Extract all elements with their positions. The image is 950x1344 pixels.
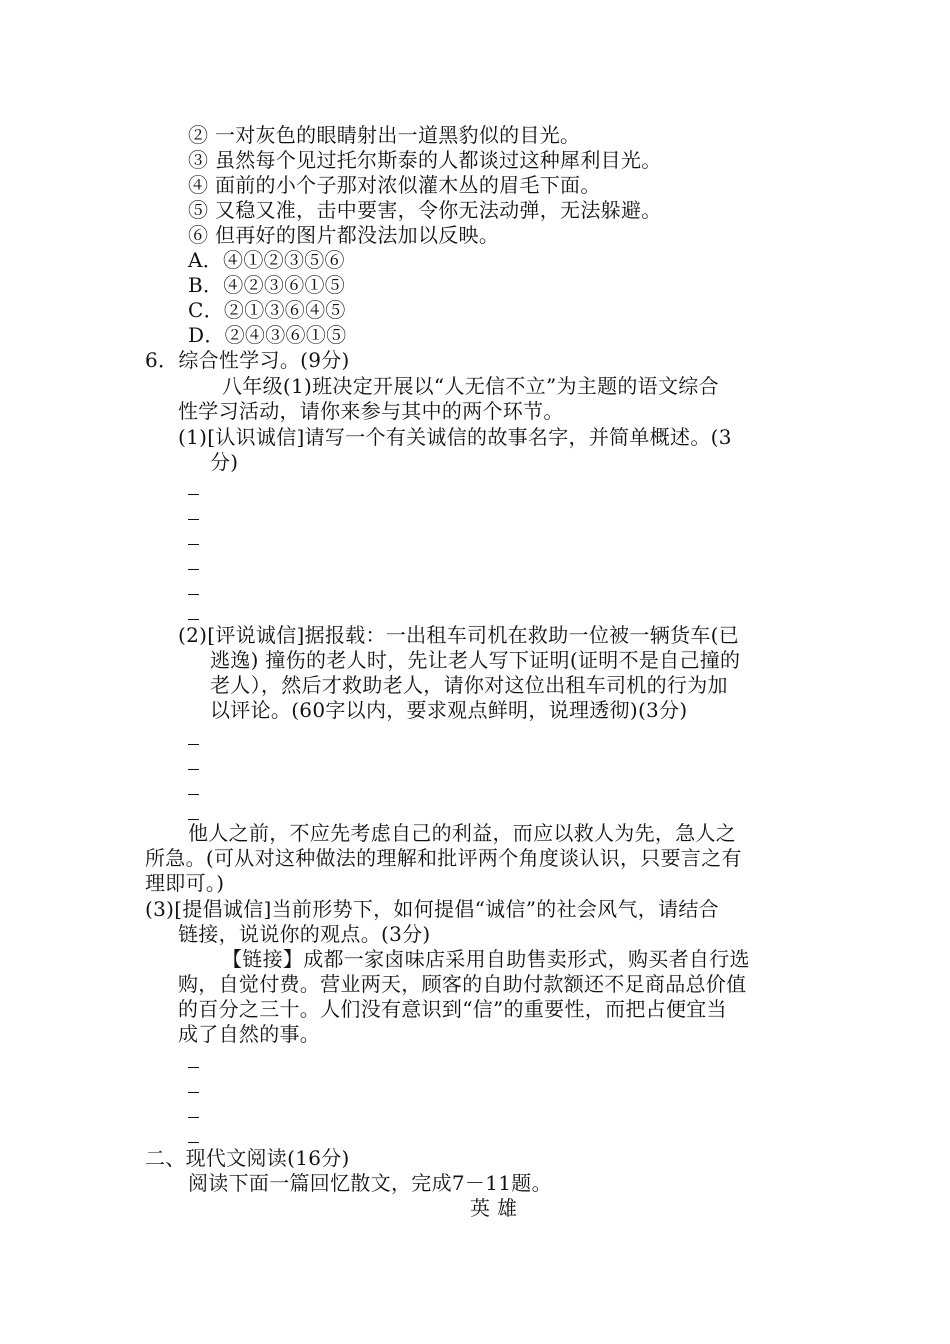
sentence-5: ⑤ 又稳又准，击中要害，令你无法动弹，无法躲避。 [188, 198, 662, 222]
answer-blank-line[interactable] [188, 769, 199, 770]
answer-blank-line[interactable] [188, 1067, 199, 1068]
sentence-2: ② 一对灰色的眼睛射出一道黑豹似的目光。 [188, 123, 581, 147]
choice-b: B．④②③⑥①⑤ [188, 273, 346, 297]
question-6-intro-line-1: 八年级(1)班决定开展以“人无信不立”为主题的语文综合 [222, 374, 719, 398]
sentence-3: ③ 虽然每个见过托尔斯泰的人都谈过这种犀利目光。 [188, 148, 662, 172]
answer-blank-line[interactable] [188, 519, 199, 520]
part-1-prompt-line-2: 分) [210, 450, 239, 474]
part-2-prompt-line-2: 逃逸) 撞伤的老人时，先让老人写下证明(证明不是自己撞的 [210, 648, 741, 672]
answer-blank-line[interactable] [188, 494, 199, 495]
part-2-prompt-line-4: 以评论。(60字以内，要求观点鲜明，说理透彻)(3分) [210, 698, 688, 722]
answer-blank-line[interactable] [188, 1117, 199, 1118]
choice-d: D．②④③⑥①⑤ [188, 323, 347, 347]
answer-blank-line[interactable] [188, 619, 199, 620]
answer-blank-line[interactable] [188, 819, 199, 820]
link-text-line-3: 的百分之三十。人们没有意识到“信”的重要性，而把占便宜当 [178, 997, 727, 1021]
section-2-heading: 二、现代文阅读(16分) [145, 1146, 350, 1170]
answer-blank-line[interactable] [188, 1142, 199, 1143]
section-2-instruction: 阅读下面一篇回忆散文，完成7－11题。 [188, 1171, 552, 1195]
part-3-prompt-line-1: (3)[提倡诚信]当前形势下，如何提倡“诚信”的社会风气，请结合 [145, 897, 719, 921]
sentence-4: ④ 面前的小个子那对浓似灌木丛的眉毛下面。 [188, 173, 601, 197]
part-3-prompt-line-2: 链接，说说你的观点。(3分) [178, 922, 431, 946]
part-1-prompt-line-1: (1)[认识诚信]请写一个有关诚信的故事名字，并简单概述。(3 [178, 425, 732, 449]
part-2-prompt-line-3: 老人），然后才救助老人，请你对这位出租车司机的行为加 [210, 673, 728, 697]
part-2-prompt-line-1: (2)[评说诚信]据报载：一出租车司机在救助一位被一辆货车(已 [178, 623, 740, 647]
choice-c: C．②①③⑥④⑤ [188, 298, 346, 322]
answer-blank-line[interactable] [188, 744, 199, 745]
answer-blank-line[interactable] [188, 569, 199, 570]
answer-blank-line[interactable] [188, 794, 199, 795]
choice-a: A．④①②③⑤⑥ [188, 248, 345, 272]
answer-blank-line[interactable] [188, 594, 199, 595]
link-text-line-4: 成了自然的事。 [178, 1022, 321, 1046]
question-6-heading: 6．综合性学习。(9分) [145, 348, 350, 372]
link-text-line-2: 购，自觉付费。营业两天，顾客的自助付款额还不足商品总价值 [178, 972, 747, 996]
answer-blank-line[interactable] [188, 544, 199, 545]
link-text-line-1: 【链接】成都一家卤味店采用自助售卖形式，购买者自行选 [222, 947, 750, 971]
answer-text-line-1: 他人之前，不应先考虑自己的利益，而应以救人为先，急人之 [188, 821, 737, 845]
answer-text-line-2: 所急。(可从对这种做法的理解和批评两个角度谈认识，只要言之有 [145, 846, 742, 870]
sentence-6: ⑥ 但再好的图片都没法加以反映。 [188, 223, 500, 247]
question-6-intro-line-2: 性学习活动，请你来参与其中的两个环节。 [178, 399, 564, 423]
answer-text-line-3: 理即可。) [145, 871, 225, 895]
answer-blank-line[interactable] [188, 1092, 199, 1093]
article-title: 英 雄 [470, 1196, 518, 1220]
